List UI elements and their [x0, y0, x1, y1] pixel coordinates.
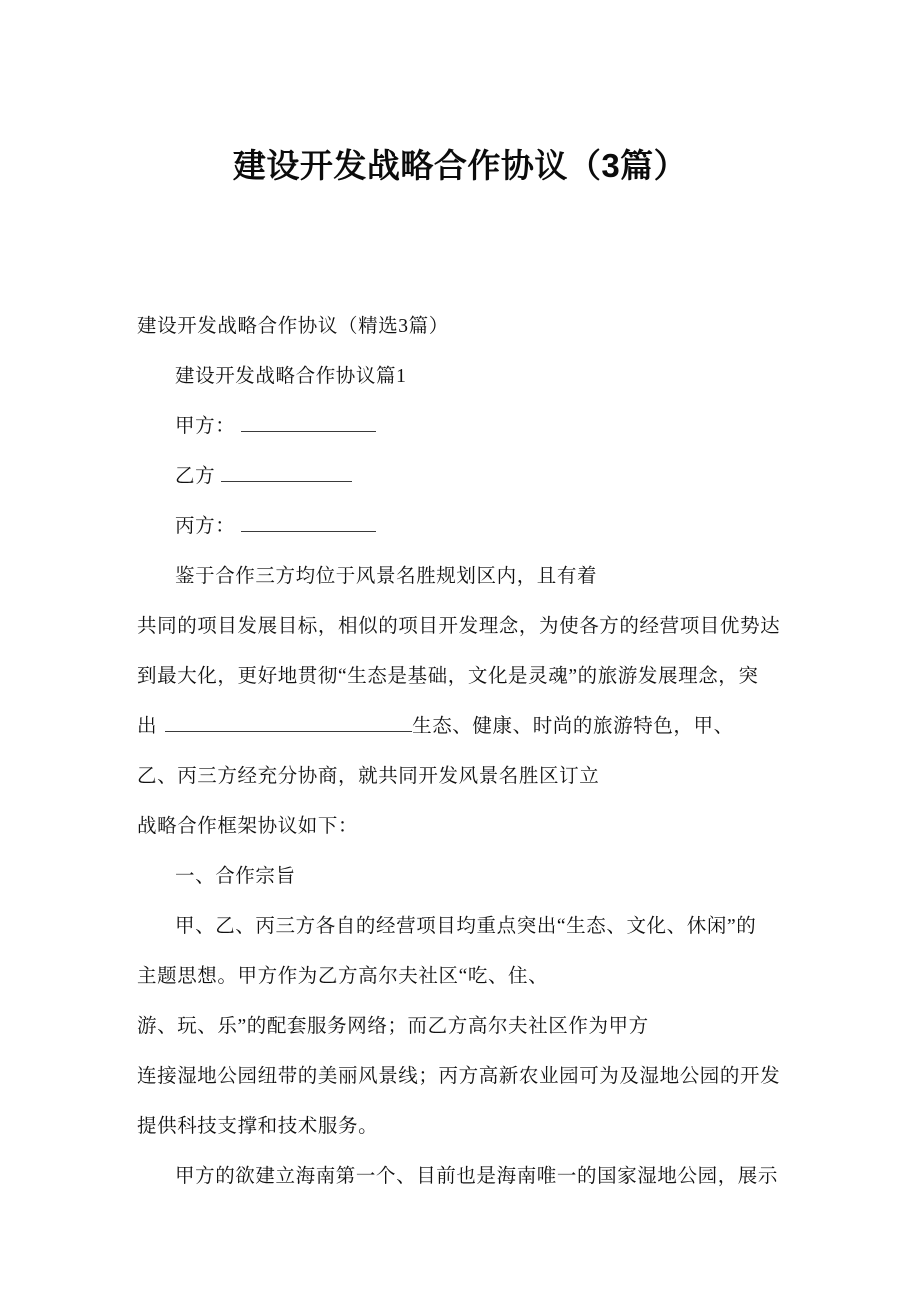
- party-a-label: 甲方：: [175, 416, 236, 437]
- clause-heading-1: 一、合作宗旨: [175, 866, 296, 887]
- line-4-prefix: 出: [137, 716, 158, 737]
- paragraph-line-10: 游、玩、乐”的配套服务网络；而乙方高尔夫社区作为甲方: [137, 1016, 649, 1037]
- party-c-label: 丙方：: [175, 516, 236, 537]
- paragraph-line-5: 乙、丙三方经充分协商，就共同开发风景名胜区订立: [137, 766, 600, 787]
- paragraph-line-9: 主题思想。甲方作为乙方高尔夫社区“吃、住、: [137, 966, 549, 987]
- paragraph-line-2: 共同的项目发展目标，相似的项目开发理念，为使各方的经营项目优势达: [137, 616, 781, 637]
- paragraph-line-13: 甲方的欲建立海南第一个、目前也是海南唯一的国家湿地公园，展示: [175, 1166, 779, 1187]
- section-heading: 建设开发战略合作协议篇1: [175, 366, 407, 387]
- party-b-blank[interactable]: [221, 464, 352, 482]
- paragraph-line-1: 鉴于合作三方均位于风景名胜规划区内，且有着: [175, 566, 598, 587]
- document-heading: 建设开发战略合作协议（精选3篇）: [137, 316, 449, 337]
- paragraph-line-11: 连接湿地公园纽带的美丽风景线；丙方高新农业园可为及湿地公园的开发: [137, 1066, 781, 1087]
- party-b-label: 乙方: [175, 466, 216, 487]
- party-b-line: [0, 452, 920, 502]
- party-c-blank[interactable]: [241, 514, 376, 532]
- party-a-blank[interactable]: [241, 414, 376, 432]
- party-c-line: [0, 502, 920, 552]
- paragraph-line-8: 甲、乙、丙三方各自的经营项目均重点突出“生态、文化、休闲”的: [175, 916, 757, 937]
- paragraph-line-4: [0, 702, 920, 752]
- feature-blank[interactable]: [165, 714, 412, 732]
- paragraph-line-3: 到最大化，更好地贯彻“生态是基础，文化是灵魂”的旅游发展理念，突: [137, 666, 759, 687]
- page-title: 建设开发战略合作协议（3篇）: [232, 147, 688, 184]
- document-body: [0, 302, 920, 1202]
- line-4-suffix: 生态、健康、时尚的旅游特色，甲、: [412, 716, 734, 737]
- paragraph-line-12: 提供科技支撑和技术服务。: [137, 1116, 379, 1137]
- paragraph-line-6: 战略合作框架协议如下：: [137, 816, 359, 837]
- party-a-line: [0, 402, 920, 452]
